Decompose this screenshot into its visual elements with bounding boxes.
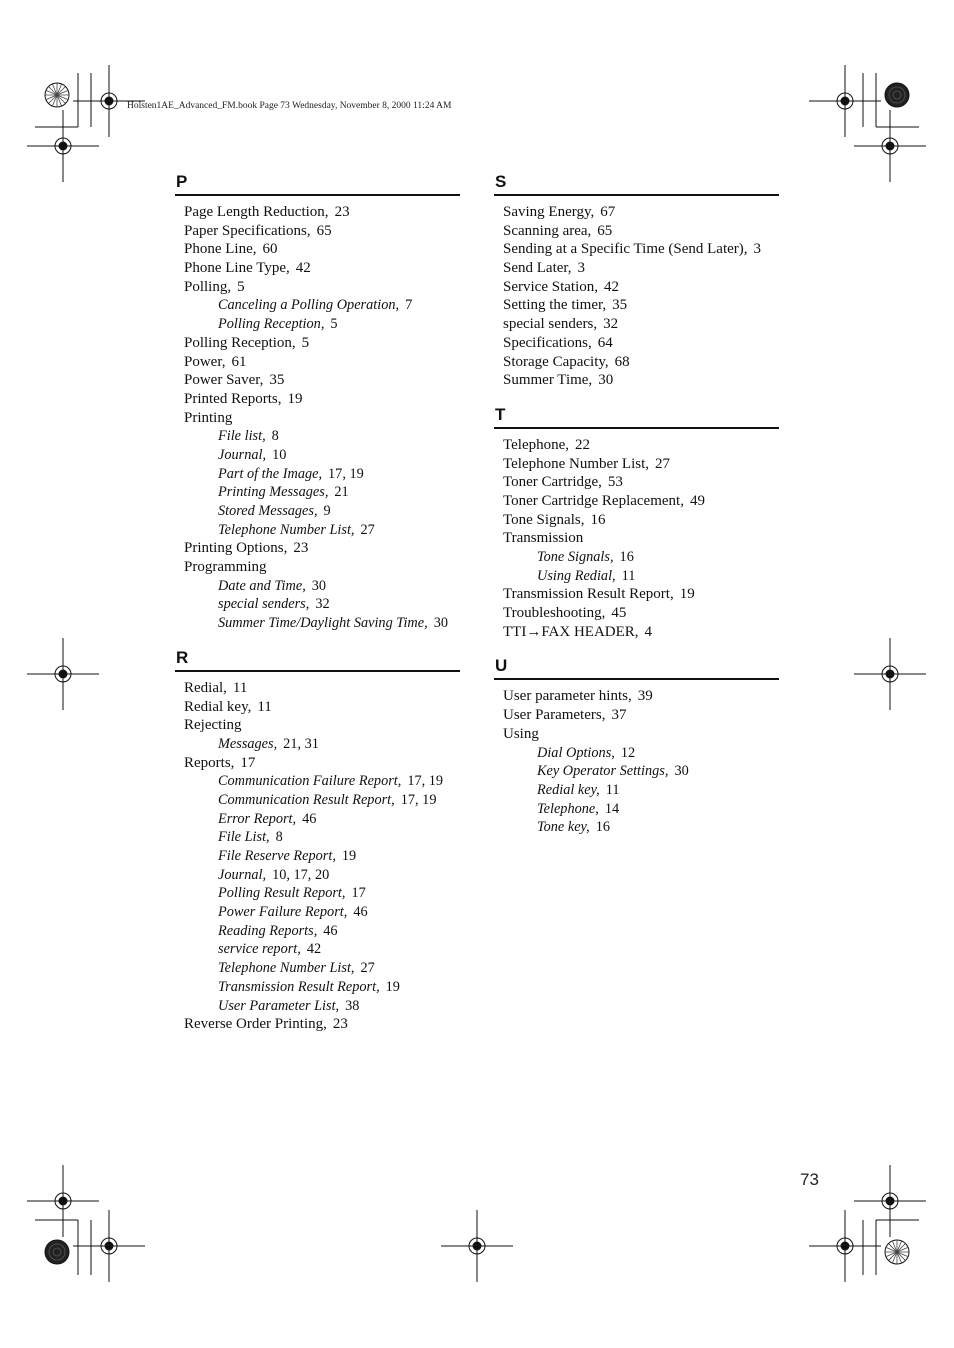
index-entry — [503, 222, 779, 241]
index-entry — [503, 278, 779, 297]
index-entry — [503, 585, 779, 604]
entry-term: File List, — [218, 829, 270, 846]
entry-term: Send Later, — [503, 260, 572, 277]
entry-pages: 11 — [621, 567, 636, 584]
entry-list — [494, 436, 779, 642]
index-entry — [503, 511, 779, 530]
index-entry — [503, 334, 779, 353]
entry-pages: 5 — [330, 316, 338, 333]
section-spacer — [175, 633, 460, 648]
index-entry — [503, 259, 779, 278]
entry-pages: 14 — [604, 800, 620, 817]
entry-term: Using Redial, — [537, 567, 616, 584]
index-subentry — [184, 315, 460, 334]
entry-term: Phone Line Type, — [184, 260, 290, 277]
entry-pages: 42 — [306, 941, 322, 958]
entry-pages: 19 — [679, 586, 695, 603]
entry-term: User parameter hints, — [503, 688, 632, 705]
index-section-r — [175, 648, 460, 1034]
entry-pages: 19 — [287, 390, 303, 407]
entry-term: Messages, — [218, 735, 278, 752]
entry-pages: 17, 19 — [328, 465, 364, 482]
section-heading: R — [175, 648, 460, 672]
index-subentry — [184, 735, 460, 754]
entry-pages: 42 — [603, 278, 619, 295]
index-entry — [503, 725, 779, 744]
entry-term: Transmission Result Report, — [503, 586, 674, 603]
entry-pages: 37 — [611, 707, 627, 724]
index-section-t — [494, 405, 779, 642]
section-heading: S — [494, 172, 779, 196]
entry-pages: 32 — [315, 596, 330, 613]
entry-term: Paper Specifications, — [184, 222, 311, 239]
index-entry — [503, 623, 779, 642]
entry-pages: 30 — [674, 763, 689, 780]
section-heading: P — [175, 172, 460, 196]
index-entry — [184, 278, 460, 297]
entry-term: Printing Messages, — [218, 484, 329, 501]
entry-term: Power Saver, — [184, 372, 264, 389]
entry-term: Reverse Order Printing, — [184, 1016, 327, 1033]
index-subentry — [184, 521, 460, 540]
entry-term: service report, — [218, 941, 301, 958]
entry-term: User Parameters, — [503, 707, 606, 724]
entry-term: File Reserve Report, — [218, 848, 336, 864]
index-entry — [184, 371, 460, 390]
page-number: 73 — [800, 1170, 819, 1189]
entry-term: Service Station, — [503, 278, 598, 295]
entry-pages: 46 — [323, 922, 338, 939]
index-entry — [184, 203, 460, 222]
entry-pages: 17, 19 — [407, 773, 444, 790]
entry-term: Printing — [184, 409, 233, 426]
entry-term: Polling Reception, — [184, 334, 296, 351]
entry-pages: 11 — [232, 679, 248, 696]
entry-pages: 53 — [607, 474, 623, 491]
entry-term: Sending at a Specific Time (Send Later), — [503, 241, 748, 258]
entry-list — [494, 687, 779, 837]
entry-list — [175, 203, 460, 633]
entry-pages: 4 — [644, 623, 653, 640]
entry-term: Printed Reports, — [184, 390, 282, 407]
entry-term: Tone Signals, — [503, 511, 585, 528]
entry-term: Stored Messages, — [218, 503, 318, 519]
entry-pages: 5 — [237, 278, 245, 295]
index-entry — [184, 754, 460, 773]
entry-pages: 46 — [353, 904, 368, 921]
index-subentry — [184, 940, 460, 959]
entry-term: Transmission — [503, 530, 584, 547]
entry-pages: 10 — [272, 446, 287, 463]
entry-term: Telephone, — [503, 436, 570, 453]
index-subentry — [503, 744, 779, 763]
index-subentry — [503, 762, 779, 781]
index-section-p — [175, 172, 460, 633]
entry-term: Telephone Number List, — [218, 960, 355, 977]
entry-pages: 17, 19 — [400, 791, 437, 808]
section-spacer — [494, 390, 779, 405]
entry-pages: 27 — [655, 455, 670, 472]
index-subentry — [184, 959, 460, 978]
index-entry — [503, 604, 779, 623]
index-subentry — [184, 791, 460, 810]
index-entry — [503, 240, 779, 259]
entry-pages: 21 — [334, 484, 349, 501]
index-subentry — [184, 446, 460, 465]
entry-pages: 30 — [433, 615, 448, 632]
entry-term: Date and Time, — [218, 577, 306, 594]
index-entry — [503, 473, 779, 492]
entry-term: Part of the Image, — [218, 465, 323, 482]
index-subentry — [184, 922, 460, 941]
index-entry — [503, 492, 779, 511]
entry-pages: 38 — [345, 997, 360, 1014]
entry-term: Troubleshooting, — [503, 605, 606, 622]
entry-pages: 60 — [262, 241, 278, 258]
entry-term: Power, — [184, 353, 226, 370]
entry-term: Using — [503, 725, 539, 742]
index-entry — [184, 1015, 460, 1034]
entry-term: Redial, — [184, 679, 227, 696]
section-heading: U — [494, 656, 779, 680]
entry-pages: 5 — [301, 334, 310, 351]
entry-term: Communication Failure Report, — [218, 773, 402, 790]
index-entry — [184, 558, 460, 577]
index-entry — [184, 716, 460, 735]
index-entry — [184, 240, 460, 259]
entry-pages: 27 — [360, 960, 375, 977]
index-subentry — [184, 903, 460, 922]
index-column-left — [175, 172, 460, 1034]
index-entry — [503, 203, 779, 222]
entry-term: Saving Energy, — [503, 204, 595, 220]
entry-term: Polling Result Report, — [218, 885, 346, 902]
entry-pages: 17 — [240, 754, 256, 771]
entry-pages: 16 — [619, 549, 634, 565]
entry-term: Error Report, — [218, 810, 297, 827]
entry-term: Scanning area, — [503, 222, 592, 239]
entry-pages: 30 — [311, 577, 327, 594]
entry-term: Polling Reception, — [218, 316, 325, 333]
entry-term: Summer Time/Daylight Saving Time, — [218, 615, 428, 632]
entry-pages: 19 — [385, 978, 400, 995]
index-section-u — [494, 656, 779, 837]
index-subentry — [184, 997, 460, 1016]
entry-term: Key Operator Settings, — [537, 763, 669, 780]
entry-pages: 39 — [637, 688, 653, 705]
entry-pages: 32 — [603, 316, 619, 333]
index-subentry — [184, 978, 460, 997]
index-entry — [503, 687, 779, 706]
index-subentry — [184, 465, 460, 484]
entry-term: Canceling a Polling Operation, — [218, 297, 400, 314]
index-entry — [184, 539, 460, 558]
entry-term: Communication Result Report, — [218, 791, 395, 808]
entry-pages: 49 — [689, 492, 705, 509]
entry-pages: 10, 17, 20 — [272, 866, 330, 883]
entry-term: Programming — [184, 559, 267, 576]
index-entry — [503, 529, 779, 548]
index-column-right — [494, 172, 779, 837]
entry-term: Page Length Reduction, — [184, 204, 329, 220]
entry-term: Redial key, — [184, 698, 252, 715]
entry-term: Polling, — [184, 278, 232, 295]
index-entry — [184, 698, 460, 717]
entry-term: Dial Options, — [537, 744, 615, 761]
entry-pages: 16 — [595, 819, 610, 836]
index-entry — [184, 679, 460, 698]
index-subentry — [184, 866, 460, 885]
section-spacer — [494, 641, 779, 656]
index-subentry — [184, 828, 460, 847]
index-subentry — [184, 595, 460, 614]
entry-pages: 65 — [597, 222, 613, 239]
entry-term: Rejecting — [184, 717, 242, 734]
entry-pages: 16 — [590, 511, 606, 528]
index-entry — [184, 409, 460, 428]
entry-pages: 17 — [351, 885, 366, 902]
index-entry — [503, 455, 779, 474]
entry-term: File list, — [218, 428, 266, 445]
entry-term: Journal, — [218, 446, 267, 463]
entry-list — [175, 679, 460, 1034]
entry-pages: 3 — [577, 260, 586, 277]
entry-term: Reading Reports, — [218, 922, 318, 939]
entry-pages: 61 — [231, 353, 247, 370]
index-entry — [503, 296, 779, 315]
entry-term: special senders, — [503, 316, 598, 333]
entry-pages: 21, 31 — [283, 735, 319, 752]
index-entry — [503, 706, 779, 725]
index-subentry — [503, 781, 779, 800]
entry-pages: 68 — [614, 353, 630, 370]
index-subentry — [184, 577, 460, 596]
entry-pages: 23 — [334, 204, 350, 220]
entry-term: Setting the timer, — [503, 297, 607, 314]
entry-term: Printing Options, — [184, 540, 288, 557]
entry-pages: 9 — [323, 503, 331, 519]
index-section-s — [494, 172, 779, 390]
index-subentry — [184, 427, 460, 446]
index-entry — [503, 315, 779, 334]
entry-pages: 11 — [605, 781, 620, 798]
index-subentry — [184, 614, 460, 633]
entry-pages: 22 — [575, 436, 591, 453]
entry-term: Journal, — [218, 866, 267, 883]
entry-list — [494, 203, 779, 390]
index-subentry — [184, 884, 460, 903]
entry-pages: 46 — [302, 810, 317, 827]
entry-term: Tone Signals, — [537, 549, 614, 565]
entry-pages: 19 — [341, 848, 357, 864]
entry-term: Telephone, — [537, 800, 599, 817]
entry-term: Specifications, — [503, 334, 592, 351]
entry-pages: 8 — [275, 829, 283, 846]
entry-term: Summer Time, — [503, 372, 593, 389]
entry-pages: 8 — [271, 428, 279, 445]
entry-term: Storage Capacity, — [503, 353, 609, 370]
index-subentry — [184, 772, 460, 791]
entry-term: Redial key, — [537, 781, 600, 798]
entry-term: Power Failure Report, — [218, 904, 348, 921]
entry-term: Tone key, — [537, 819, 590, 836]
entry-pages: 23 — [332, 1016, 348, 1033]
index-subentry — [184, 847, 460, 866]
index-subentry — [184, 483, 460, 502]
entry-term: Telephone Number List, — [503, 455, 649, 472]
entry-term: Transmission Result Report, — [218, 978, 380, 995]
entry-pages: 67 — [600, 204, 616, 220]
entry-pages: 3 — [753, 241, 762, 258]
index-subentry — [503, 567, 779, 586]
index-subentry — [184, 296, 460, 315]
entry-term: User Parameter List, — [218, 997, 340, 1014]
index-entry — [503, 371, 779, 390]
file-header: Holsten1AE_Advanced_FM.book Page 73 Wednesday, November 8, 2000 11:24 AM — [127, 101, 452, 111]
index-entry — [503, 353, 779, 372]
entry-term: Toner Cartridge, — [503, 474, 602, 491]
index-entry — [503, 436, 779, 455]
entry-pages: 12 — [620, 744, 636, 761]
entry-term: special senders, — [218, 596, 310, 613]
entry-pages: 7 — [405, 297, 413, 314]
entry-pages: 35 — [269, 372, 285, 389]
entry-pages: 45 — [611, 605, 627, 622]
index-subentry — [184, 502, 460, 521]
entry-pages: 65 — [316, 222, 332, 239]
section-heading: T — [494, 405, 779, 429]
entry-pages: 11 — [257, 698, 272, 715]
entry-term: Phone Line, — [184, 241, 257, 258]
entry-pages: 42 — [295, 260, 311, 277]
index-subentry — [184, 810, 460, 829]
index-entry — [184, 353, 460, 372]
index-subentry — [503, 818, 779, 837]
entry-pages: 23 — [293, 540, 309, 557]
entry-pages: 64 — [597, 334, 613, 351]
index-subentry — [503, 800, 779, 819]
entry-pages: 35 — [612, 297, 628, 314]
index-subentry — [503, 548, 779, 567]
index-entry — [184, 390, 460, 409]
entry-pages: 30 — [598, 372, 614, 389]
entry-term: TTI→FAX HEADER, — [503, 623, 639, 640]
entry-pages: 27 — [360, 521, 375, 538]
entry-term: Telephone Number List, — [218, 521, 355, 538]
index-entry — [184, 334, 460, 353]
entry-term: Reports, — [184, 754, 235, 771]
index-entry — [184, 222, 460, 241]
index-entry — [184, 259, 460, 278]
entry-term: Toner Cartridge Replacement, — [503, 492, 684, 509]
